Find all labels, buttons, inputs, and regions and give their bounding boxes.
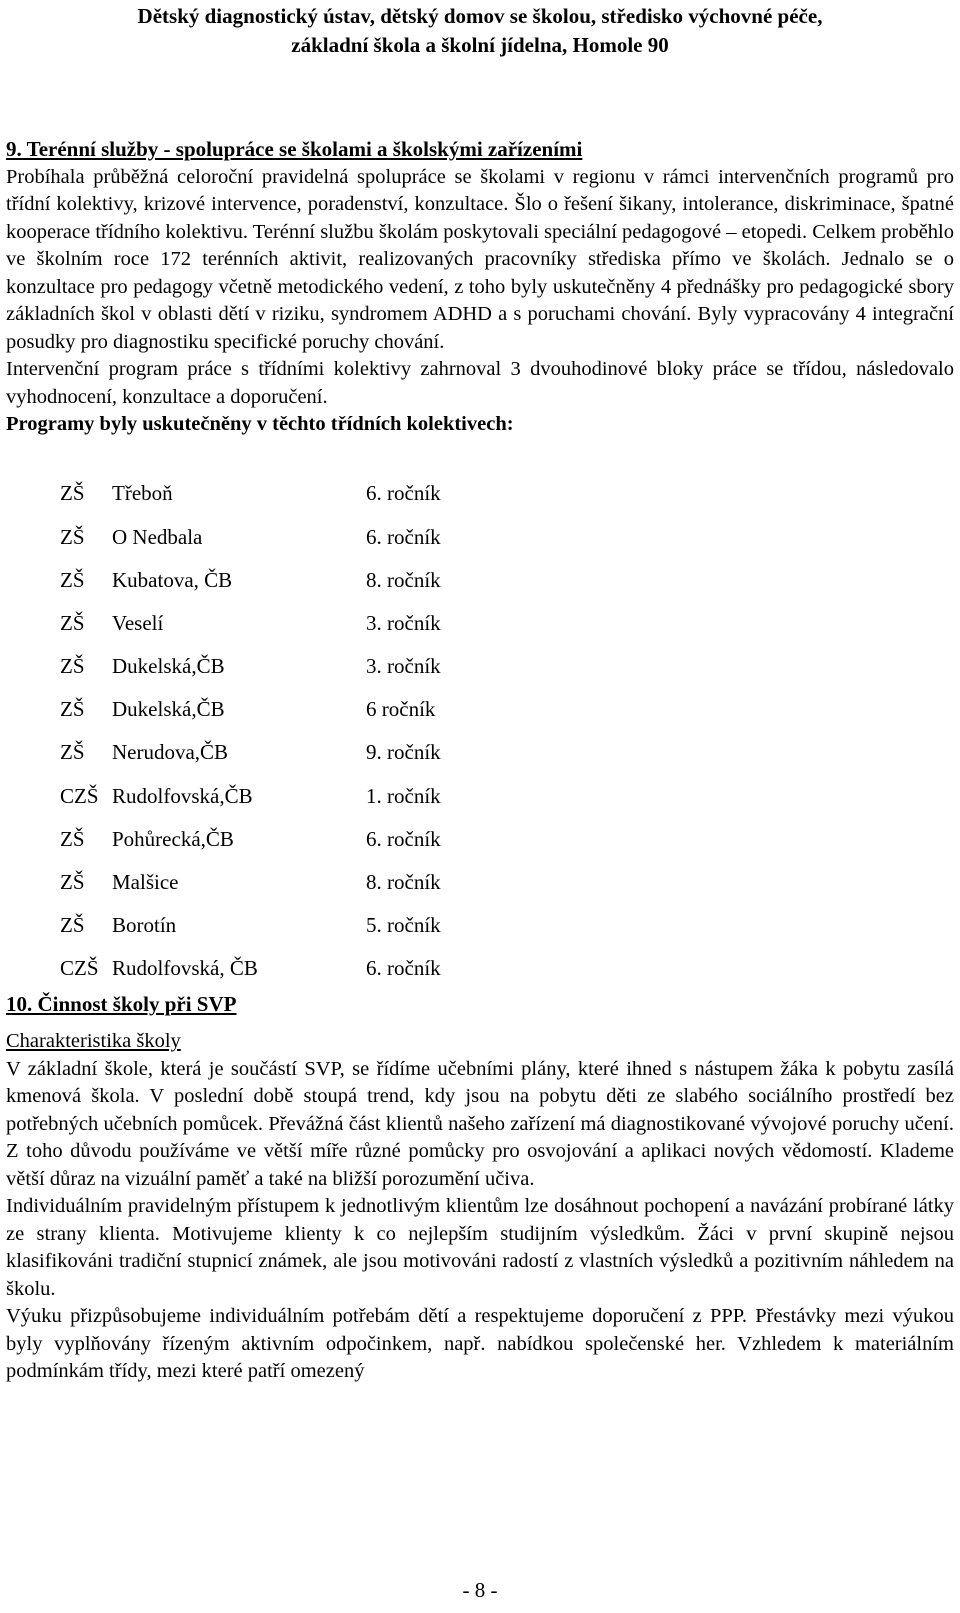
- school-name: Dukelská,ČB: [112, 697, 225, 722]
- school-type: ZŠ: [60, 826, 85, 851]
- school-grade: 1. ročník: [366, 783, 441, 808]
- school-name: Borotín: [112, 913, 177, 938]
- school-name: Nerudova,ČB: [112, 740, 229, 765]
- header-line-2: základní škola a školní jídelna, Homole 90: [291, 33, 669, 57]
- school-type: ZŠ: [60, 481, 85, 506]
- school-row: [60, 516, 954, 559]
- page-number: - 8 -: [462, 1578, 498, 1602]
- school-grade: 3. ročník: [366, 654, 441, 679]
- school-name: Kubatova, ČB: [112, 567, 233, 592]
- section-9-paragraph-2: Intervenční program práce s třídními kolektivy zahrnoval 3 dvouhodinové bloky práce se třídou, následovalo vyhodnocení, konzultace a doporučení.: [6, 358, 954, 408]
- header-line-1: Dětský diagnostický ústav, dětský domov se školou, středisko výchovné péče,: [137, 4, 823, 28]
- school-grade: 6. ročník: [366, 956, 441, 981]
- school-type: ZŠ: [60, 567, 85, 592]
- document-body: [6, 136, 954, 1386]
- school-type: CZŠ: [60, 783, 99, 808]
- school-row: [60, 473, 954, 516]
- school-row: [60, 559, 954, 602]
- section-9-heading: 9. Terénní služby - spolupráce se školami a školskými zařízeními: [6, 137, 583, 161]
- section-10: [6, 991, 954, 1386]
- school-row: [60, 688, 954, 731]
- school-row: [60, 732, 954, 775]
- section-10-subheading: Charakteristika školy: [6, 1030, 181, 1053]
- school-row: [60, 775, 954, 818]
- school-type: ZŠ: [60, 610, 85, 635]
- document-header: [0, 2, 960, 60]
- school-grade: 6 ročník: [366, 697, 436, 722]
- school-type: ZŠ: [60, 913, 85, 938]
- school-name: O Nedbala: [112, 524, 203, 549]
- section-10-paragraph-3: Výuku přizpůsobujeme individuálním potřebám dětí a respektujeme doporučení z PPP. Přestávky mezi výukou byly vyplňovány řízeným aktivním odpočinkem, např. nabídkou společenské her. Vzhledem k materiálním podmínkám třídy, mezi které patří omezený: [6, 1305, 954, 1383]
- school-name: Malšice: [112, 870, 179, 895]
- section-10-heading: 10. Činnost školy při SVP: [6, 991, 237, 1016]
- school-name: Třeboň: [112, 481, 173, 506]
- school-name: Rudolfovská, ČB: [112, 956, 258, 981]
- school-row: [60, 904, 954, 947]
- school-grade: 5. ročník: [366, 913, 441, 938]
- school-name: Veselí: [112, 610, 164, 635]
- school-type: ZŠ: [60, 524, 85, 549]
- school-grade: 6. ročník: [366, 826, 441, 851]
- school-grade: 9. ročník: [366, 740, 441, 765]
- school-type: ZŠ: [60, 870, 85, 895]
- school-name: Rudolfovská,ČB: [112, 783, 253, 808]
- school-grade: 6. ročník: [366, 524, 441, 549]
- school-grade: 6. ročník: [366, 481, 441, 506]
- school-name: Pohůrecká,ČB: [112, 826, 234, 851]
- school-type: CZŠ: [60, 956, 99, 981]
- school-grade: 8. ročník: [366, 870, 441, 895]
- school-row: [60, 818, 954, 861]
- school-row: [60, 645, 954, 688]
- school-row: [60, 602, 954, 645]
- school-type: ZŠ: [60, 654, 85, 679]
- school-row: [60, 948, 954, 991]
- school-name: Dukelská,ČB: [112, 654, 225, 679]
- programs-heading: Programy byly uskutečněny v těchto třídních kolektivech:: [6, 413, 514, 435]
- section-9-paragraph-1: Probíhala průběžná celoroční pravidelná spolupráce se školami v regionu v rámci intervenčních programů pro třídní kolektivy, krizové intervence, poradenství, konzultace. Šlo o řešení šikany, intolerance, diskriminace, špatné kooperace třídního kolektivu. Terénní službu školám poskytovali speciální pedagogové – etopedi. Celkem proběhlo ve školním roce 172 terénních aktivit, realizovaných pracovníky střediska přímo ve školách. Jednalo se o konzultace pro pedagogy včetně metodického vedení, z toho byly uskutečněny 4 přednášky pro pedagogické sbory základních škol v oblasti dětí v riziku, syndromem ADHD a s poruchami chování. Byly vypracovány 4 integrační posudky pro diagnostiku specifické poruchy chování.: [6, 165, 954, 353]
- school-type: ZŠ: [60, 740, 85, 765]
- section-10-paragraph-2: Individuálním pravidelným přístupem k jednotlivým klientům lze dosáhnout pochopení a navázání probírané látky ze strany klienta. Motivujeme klienty k co nejlepším studijním výsledkům. Žáci v první skupině nejsou klasifikováni tradiční stupnicí známek, ale jsou motivováni radostí z vlastních výsledků a pozitivním náhledem na školu.: [6, 1195, 954, 1300]
- school-row: [60, 861, 954, 904]
- school-list: [60, 473, 954, 991]
- school-grade: 3. ročník: [366, 610, 441, 635]
- school-type: ZŠ: [60, 697, 85, 722]
- school-grade: 8. ročník: [366, 567, 441, 592]
- section-10-paragraph-1: V základní škole, která je součástí SVP, se řídíme učebními plány, které ihned s nástupem žáka k pobytu zasílá kmenová škola. V poslední době stoupá trend, kdy jsou na pobytu děti ze slabého sociálního prostředí bez potřebných učebních pomůcek. Převážná část klientů našeho zařízení má diagnostikované vývojové poruchy učení. Z toho důvodu používáme ve větší míře různé pomůcky pro osvojování a aplikaci nových vědomostí. Klademe větší důraz na vizuální paměť a také na bližší porozumění učiva.: [6, 1057, 954, 1190]
